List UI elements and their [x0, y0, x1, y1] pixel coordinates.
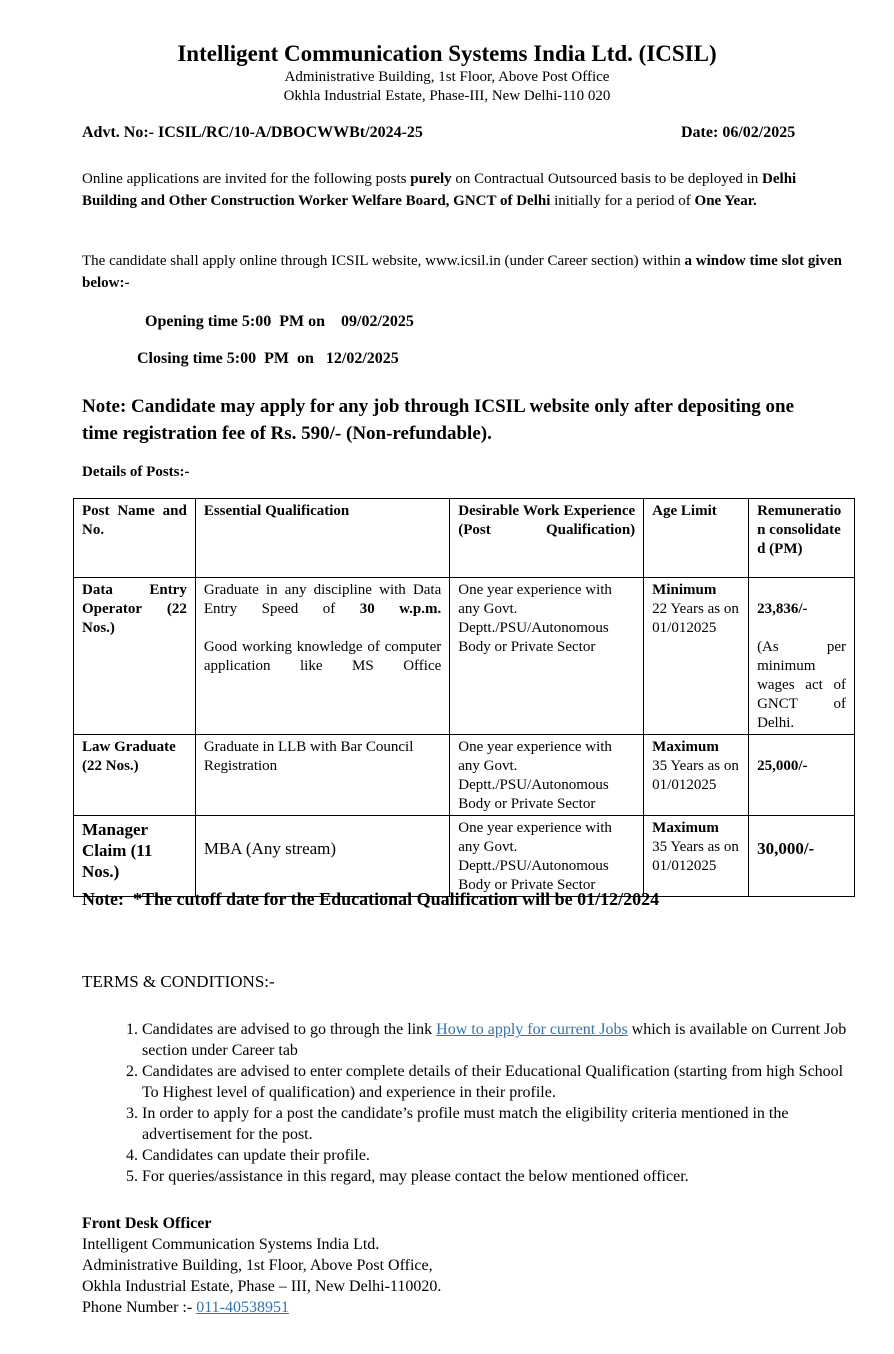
header-qualification: Essential Qualification	[195, 499, 449, 578]
experience-cell: One year experience with any Govt. Deptt./PSU/Autonomous Body or Private Sector	[450, 816, 644, 897]
contact-line-2: Administrative Building, 1st Floor, Above Post Office,	[82, 1257, 433, 1274]
company-title: Intelligent Communication Systems India Ltd. (ICSIL)	[177, 41, 717, 66]
list-item: 4. Candidates can update their profile.	[142, 1145, 854, 1166]
table-row	[74, 578, 855, 735]
contact-line-1: Intelligent Communication Systems India Ltd.	[82, 1236, 380, 1253]
remuneration-cell	[749, 578, 855, 735]
intro-text-d: Delhi Building and Other Construction Worker Welfare Board, GNCT of Delhi	[82, 171, 797, 209]
age-text: 22 Years as on 01/012025	[652, 601, 739, 636]
speed-text: 30 w.p.m.	[359, 601, 442, 617]
age-cell	[644, 578, 749, 735]
posts-table	[73, 498, 855, 897]
cutoff-note: Note: *The cutoff date for the Educational Qualification will be 01/12/2024	[82, 889, 660, 909]
table-header-row	[74, 499, 855, 578]
apply-online-paragraph	[82, 250, 852, 294]
how-to-apply-link[interactable]: How to apply for current Jobs	[436, 1021, 628, 1038]
terms-list	[112, 1019, 854, 1187]
header-post: Post Name and No.	[74, 499, 196, 578]
age-label: Maximum	[652, 739, 719, 755]
closing-time: Closing time 5:00 PM on 12/02/2025	[137, 350, 399, 367]
list-item: 2. Candidates are advised to enter complete details of their Educational Qualification (starting from high School To Highest level of qualification) and experience in their profile.	[142, 1061, 854, 1103]
table-row	[74, 816, 855, 897]
phone-link[interactable]: 011-40538951	[196, 1299, 289, 1316]
term-text: Candidates are advised to go through the link	[142, 1021, 437, 1038]
remuneration-value: 23,836/-	[757, 601, 808, 617]
opening-time: Opening time 5:00 PM on 09/02/2025	[145, 313, 414, 330]
remuneration-value: 30,000/-	[757, 839, 815, 858]
intro-text-e: initially for a period of	[550, 193, 695, 209]
age-label: Maximum	[652, 820, 719, 836]
apply-window-text: a window time slot given below:-	[82, 253, 842, 291]
post-name: Data Entry Operator (22 Nos.)	[74, 578, 196, 735]
remuneration-cell	[749, 816, 855, 897]
post-name: Manager Claim (11 Nos.)	[74, 816, 196, 897]
intro-text-f: One Year.	[694, 193, 757, 209]
remuneration-value: 25,000/-	[757, 758, 808, 774]
age-text: 35 Years as on 01/012025	[652, 839, 739, 874]
qualification-text: Graduate in any discipline with Data Entry Speed of	[203, 582, 442, 617]
intro-text-c: on Contractual Outsourced basis to be deployed in	[451, 171, 763, 187]
header-remuneration: Remuneration consolidated (PM)	[749, 499, 855, 578]
advt-number: Advt. No:- ICSIL/RC/10-A/DBOCWWBt/2024-25	[82, 124, 423, 141]
list-item	[142, 1019, 854, 1061]
qualification-extra: Good working knowledge of computer application like MS Office	[203, 639, 442, 674]
intro-paragraph	[82, 168, 822, 212]
advt-date: Date: 06/02/2025	[681, 124, 796, 141]
list-item: 5. For queries/assistance in this regard, may please contact the below mentioned officer.	[142, 1166, 854, 1187]
address-line-1: Administrative Building, 1st Floor, Above Post Office	[284, 69, 610, 85]
age-label: Minimum	[652, 582, 717, 598]
fee-note: Note: Candidate may apply for any job through ICSIL website only after depositing one time registration fee of Rs. 590/- (Non-refundable).	[82, 396, 795, 444]
qualification-text: MBA (Any stream)	[203, 839, 337, 858]
contact-block	[82, 1213, 441, 1318]
qualification-cell: Graduate in LLB with Bar Council Registration	[195, 735, 449, 816]
header-age: Age Limit	[644, 499, 749, 578]
contact-line-3: Okhla Industrial Estate, Phase – III, New Delhi-110020.	[82, 1278, 442, 1295]
qualification-cell	[195, 578, 449, 735]
table-row	[74, 735, 855, 816]
experience-cell: One year experience with any Govt. Deptt./PSU/Autonomous Body or Private Sector	[450, 735, 644, 816]
age-cell	[644, 816, 749, 897]
remuneration-note: (As per minimum wages act of GNCT of Delhi.	[757, 639, 846, 731]
term-text: which is available on Current Job section under Career tab	[142, 1021, 847, 1059]
experience-cell: One year experience with any Govt. Deptt./PSU/Autonomous Body or Private Sector	[450, 578, 644, 735]
contact-phone-row	[82, 1297, 441, 1318]
intro-text-b: purely	[410, 171, 452, 187]
list-item: 3. In order to apply for a post the candidate’s profile must match the eligibility criteria mentioned in the advertisement for the post.	[142, 1103, 854, 1145]
intro-text-a: Online applications are invited for the following posts	[82, 171, 411, 187]
address-line-2: Okhla Industrial Estate, Phase-III, New Delhi-110 020	[283, 88, 611, 104]
terms-heading: TERMS & CONDITIONS:-	[82, 972, 275, 991]
contact-title: Front Desk Officer	[82, 1215, 212, 1232]
age-text: 35 Years as on 01/012025	[652, 758, 739, 793]
remuneration-cell	[749, 735, 855, 816]
header-experience: Desirable Work Experience (Post Qualification)	[450, 499, 644, 578]
qualification-cell	[195, 816, 449, 897]
age-cell	[644, 735, 749, 816]
details-heading: Details of Posts:-	[82, 464, 190, 480]
phone-label: Phone Number :-	[82, 1299, 197, 1316]
apply-online-text: The candidate shall apply online through ICSIL website, www.icsil.in (under Career section) within	[82, 253, 685, 269]
post-name: Law Graduate (22 Nos.)	[74, 735, 196, 816]
